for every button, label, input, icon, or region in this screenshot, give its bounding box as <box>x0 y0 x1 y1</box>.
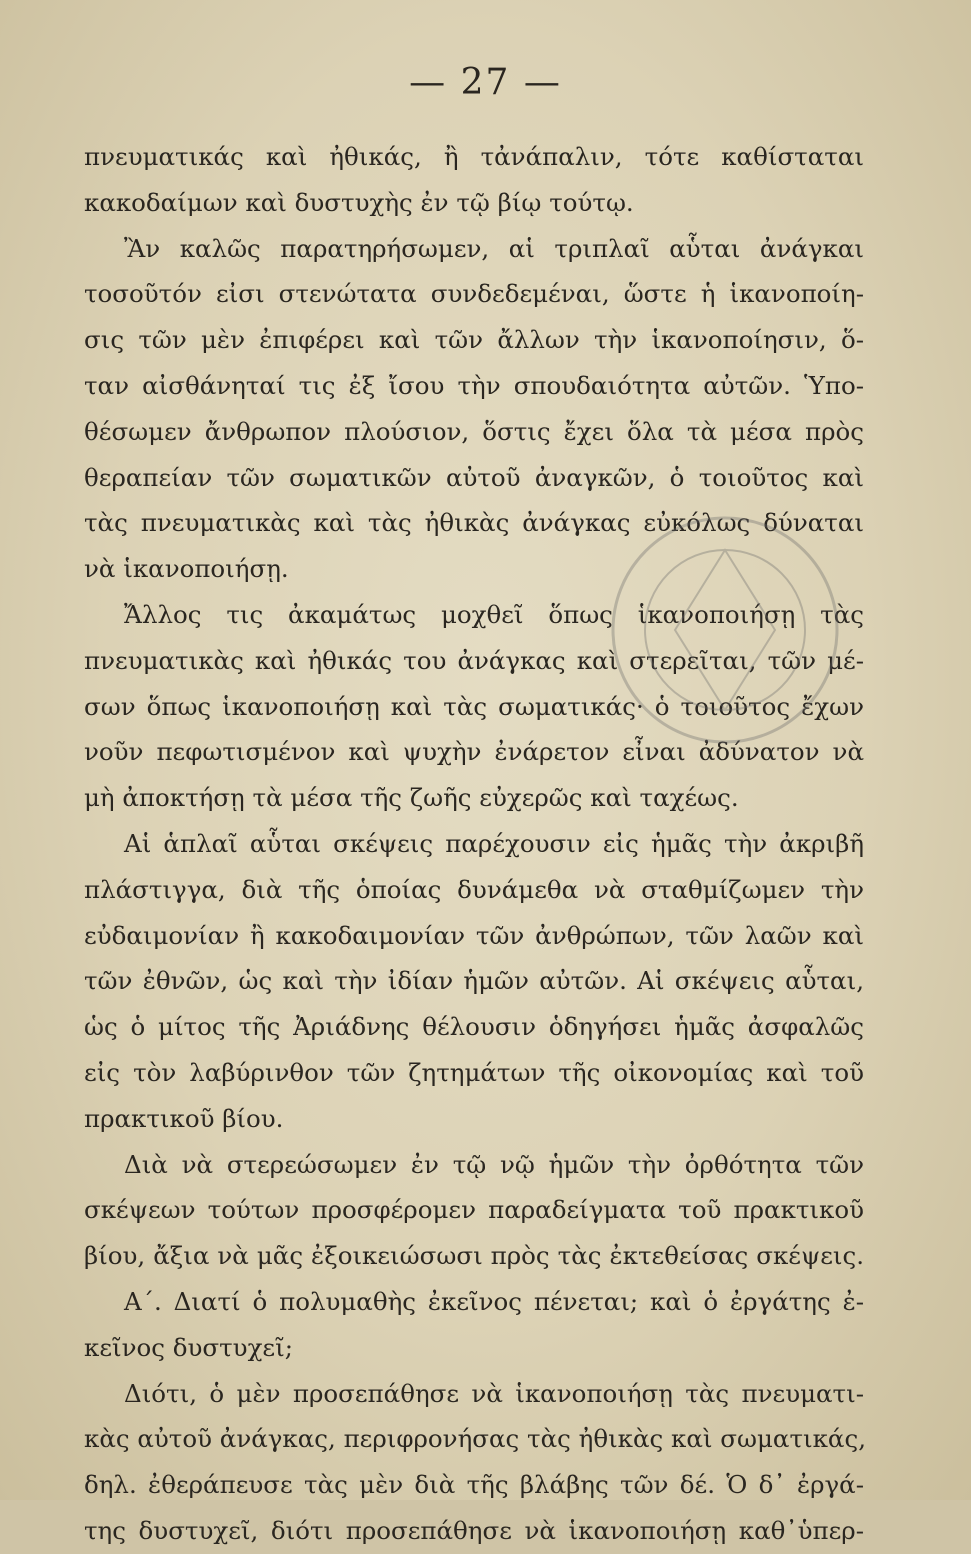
text-line: τοσοῦτόν εἰσι στενώτατα συνδεδεμέναι, ὥστε ἡ ἱκανοποίη- <box>84 279 864 309</box>
text-line: θεραπείαν τῶν σωματικῶν αὐτοῦ ἀναγκῶν, ὁ τοιοῦτος καὶ <box>84 462 864 492</box>
text-line: σις τῶν μὲν ἐπιφέρει καὶ τῶν ἄλλων τὴν ἱκανοποίησιν, ὅ- <box>84 325 864 355</box>
text-line: εἰς τὸν λαβύρινθον τῶν ζητημάτων τῆς οἰκονομίας καὶ τοῦ <box>84 1057 864 1087</box>
text-line: σκέψεων τούτων προσφέρομεν παραδείγματα τοῦ πρακτικοῦ <box>84 1195 864 1225</box>
text-line: πλάστιγγα, διὰ τῆς ὁποίας δυνάμεθα νὰ σταθμίζωμεν τὴν <box>84 874 864 904</box>
page-number: — 27 — <box>409 62 562 103</box>
text-line: δηλ. ἐθεράπευσε τὰς μὲν διὰ τῆς βλάβης τῶν δέ. Ὁ δ᾽ ἐργά- <box>84 1470 864 1500</box>
text-line: Ἄλλος τις ἀκαμάτως μοχθεῖ ὅπως ἱκανοποιήσῃ τὰς <box>124 599 864 629</box>
text-line: εὐδαιμονίαν ἢ κακοδαιμονίαν τῶν ἀνθρώπων, τῶν λαῶν καὶ <box>84 920 864 950</box>
text-line: τῶν ἐθνῶν, ὡς καὶ τὴν ἰδίαν ἡμῶν αὐτῶν. Αἱ σκέψεις αὗται, <box>84 966 864 996</box>
text-line: μὴ ἀποκτήσῃ τὰ μέσα τῆς ζωῆς εὐχερῶς καὶ ταχέως. <box>84 783 739 813</box>
text-line: κὰς αὐτοῦ ἀνάγκας, περιφρονήσας τὰς ἠθικὰς καὶ σωματικάς, <box>84 1424 866 1454</box>
text-line: τὰς πνευματικὰς καὶ τὰς ἠθικὰς ἀνάγκας εὐκόλως δύναται <box>84 508 864 538</box>
text-line: Α΄. Διατί ὁ πολυμαθὴς ἐκεῖνος πένεται; καὶ ὁ ἐργάτης ἐ- <box>124 1286 864 1316</box>
text-line: νὰ ἱκανοποιήσῃ. <box>84 554 289 584</box>
text-line: νοῦν πεφωτισμένον καὶ ψυχὴν ἐνάρετον εἶναι ἀδύνατον νὰ <box>84 737 864 767</box>
text-line: Αἱ ἁπλαῖ αὗται σκέψεις παρέχουσιν εἰς ἡμᾶς τὴν ἀκριβῆ <box>124 828 864 858</box>
text-line: πνευματικὰς καὶ ἠθικάς του ἀνάγκας καὶ στερεῖται, τῶν μέ- <box>84 645 864 675</box>
body-text <box>84 134 864 1554</box>
text-line: κεῖνος δυστυχεῖ; <box>84 1332 293 1362</box>
text-line: της δυστυχεῖ, διότι προσεπάθησε νὰ ἱκανοποιήσῃ καθ᾽ὑπερ- <box>84 1515 864 1545</box>
text-line: σων ὅπως ἱκανοποιήσῃ καὶ τὰς σωματικάς· ὁ τοιοῦτος ἔχων <box>84 691 864 721</box>
text-line: Διὰ νὰ στερεώσωμεν ἐν τῷ νῷ ἡμῶν τὴν ὀρθότητα τῶν <box>124 1149 864 1179</box>
text-line: ὡς ὁ μίτος τῆς Ἀριάδνης θέλουσιν ὁδηγήσει ἡμᾶς ἀσφαλῶς <box>84 1012 864 1042</box>
text-line: βίου, ἄξια νὰ μᾶς ἐξοικειώσωσι πρὸς τὰς ἐκτεθείσας σκέψεις. <box>84 1241 864 1271</box>
text-line: Διότι, ὁ μὲν προσεπάθησε νὰ ἱκανοποιήσῃ τὰς πνευματι- <box>124 1378 864 1408</box>
text-line: πνευματικάς καὶ ἠθικάς, ἢ τἀνάπαλιν, τότε καθίσταται <box>84 142 864 171</box>
text-line: Ἂν καλῶς παρατηρήσωμεν, αἱ τριπλαῖ αὗται ἀνάγκαι <box>124 233 864 263</box>
text-line: κακοδαίμων καὶ δυστυχὴς ἐν τῷ βίῳ τούτῳ. <box>84 187 634 217</box>
text-line: πρακτικοῦ βίου. <box>84 1103 284 1133</box>
text-line: θέσωμεν ἄνθρωπον πλούσιον, ὅστις ἔχει ὅλα τὰ μέσα πρὸς <box>84 416 864 446</box>
text-line: ταν αἰσθάνηταί τις ἐξ ἴσου τὴν σπουδαιότητα αὐτῶν. Ὑπο- <box>84 370 864 400</box>
